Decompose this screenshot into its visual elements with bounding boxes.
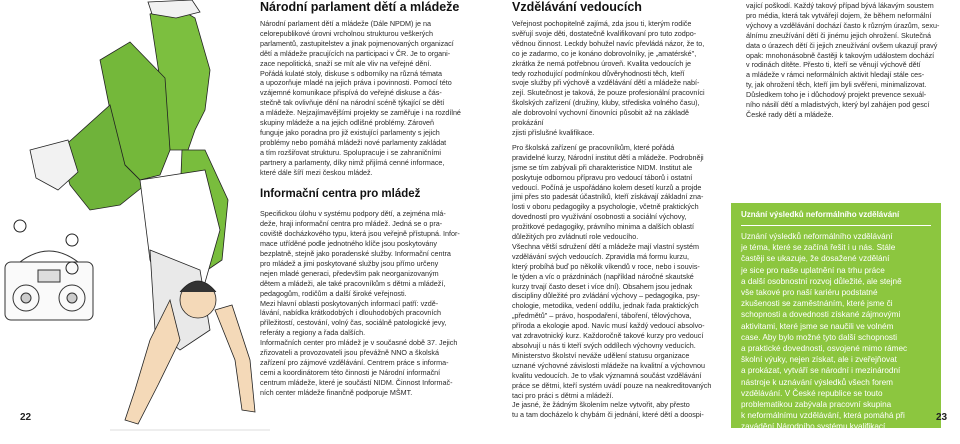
- page-title: Národní parlament dětí a mládeže: [260, 0, 460, 14]
- sidebar-box-body: Uznání výsledků neformálního vzdělávání je téma, které se začíná řešit i u nás. Stále častěji se ukazuje, že dosažené vzdělání je sice pro naše uplatnění na trhu práce a další osobnostní rozvoj důležité, ale stejně vše takové pro naší kariéru podstatné zkušenosti se zaměstnáním, které jsme či schopnosti a dovednosti získané zájmovými aktivitami, které jsme se naučili ve volném case. Aby bylo možné tyto další schopnosti a praktické dovednosti, osvojené mimo rámec školní výuky, nejen získat, ale i zveřejňovat a prokázat, vytváří se národní i mezinárodní nástroje k uznávání výsledků všech forem vzdělávání. V České republice se touto problematikou zabývala pracovní skupina k neformálnímu vzdělávání, která pomáhá při zavádění Národního systému kvalifikací.: [741, 232, 908, 432]
- paragraph: Specifickou úlohu v systému podpory dětí, a zejména mlá- deže, hraji informační centra pro mládež. Jedná se o pra- coviště docházkového typu, která jsou veřejně přístupná. Infor- mace utříděné podle jednotného klíče jsou poskytovány bezplatně, stejně jako poradenské služby. Informační centra pro mládež a jimi poskytované služby jsou přímo určeny nejen mladé generaci, především pak neorganizovaným dětem a mládeži, ale také pracovníkům s dětmi a mládeží, pedagogům, rodičům a další široké veřejnosti. Mezi hlavní oblasti poskytovaných informací patří: vzdě- lávání, nabídka krátkodobých i dlouhodobých pracovních příležitostí, cestování, volný čas, sociálně patologické jevy, referáty a regiony a řada dalších. Informačních center pro mládež je v současné době 37. Jejich zřizovateli a provozovateli jsou převážně NNO a školská zařízení pro zájmové vzdělávání. Centrem práce s informa- cemi a koordinátorem této činnosti je Národní informační centrum mládeže, které je součástí NIDM. Činnost Informač- ních center mládeže finančně podporuje MŠMT.: [260, 209, 460, 397]
- divider: [741, 225, 931, 226]
- right-text-column: [746, 1, 946, 125]
- page-number-left: 22: [20, 412, 32, 423]
- section-heading: Informační centra pro mládež: [260, 187, 421, 200]
- paragraph: Pro školská zařízení ge pracovníkům, které pořádá pravidelné kurzy, Národní institut dětí a mládeže. Podrobněji jsme se tím zabývali při charakteristice NIDM. Institut ale poskytuje odbornou přípravu pro vedoucí táborů i ostatní vedoucí. Počíná je uspořádáno kolem desetí kurzů a projde jimi přes sto padesát účastníků, kteří získávají základní zna- losti v oboru pedagogiky a psychologie, včetně praktických dovedností pro využívání osobnosti a sociální výchovy, prožitkové pedagogiky, právního minima a dalších oblastí důležitých pro zvládnutí role vedoucího. Všechna větší sdružení dětí a mládeže mají vlastní systém vzdělávání svých vedoucích. Zpravidla má formu kurzu, který probíhá buď po několik víkendů v roce, nebo i souvis- le týden a víc o prázdninách (například náročné skautské kurzy trvají často deset i více dní). Obsahem jsou jednak discipliny důležité pro zvládání výchovy – pedagogika, psy- chologie, metodika, vedení oddílu, jednak řada praktických „předmětů" – právo, hospodaření, táboření, tělovýchova, přírodа a ekologie apod. Navíc musí každý vedoucí absolvo- vat zdravotnický kurz. Každoročně takové kurzy pro vedoucí absolvují u nás ti kteří svých oddílech výchovny veducích. Ministerstvo školství neváže udělení statusu organizace uznané výchovné závislosti mládeže na kvalitní a výchovnou kvalitu vedoucích. Je to však významná součást vzdělávání práce se dětmi, kteří systém uvádí pouze na neakreditovaných taci pro práci s dětmi a mládeží. Je jasné, že žádným školením nelze vytvořit, aby přesto tu a tam docházelo k chybám či jednání, které dětí a doospi-: [512, 142, 712, 420]
- torso-illustration: [140, 170, 220, 350]
- section-title: Vzdělávání vedoucích: [512, 0, 642, 14]
- left-text-column: [260, 19, 488, 403]
- middle-text-column: [512, 19, 720, 425]
- paragraph: vající poškodí. Každý takový případ bývá lákavým soustem pro média, která tak vytvářejí dojem, že během neformální výchovy a vzdělávání dochází často k různým úrazům, sexu- álnímu zneužívání dětí či jinému jejich ohrožení. Skutečná data o úrazech dětí či jejich zneužívání ovšem ukazují pravý opak: mnohonásobně častěji k takovým událostem dochází v rodinách dítěte. Přesto ti, kteří se věnují výchově dětí a mládeže v rámci neformálních aktivit hledají stále ces- ty, jak ohrožení těch, kteří jim byli svěřeni, minimalizovat. Důsledkem toho je i důchodový projekt prevence sexuál- ního násilí dětí a mladistvých, který byl zahájen pod gescí České rady dětí a mládeže.: [746, 1, 940, 119]
- paragraph: Národní parlament dětí a mládeže (Dále NPDM) je na celorepublikové úrovni vrcholnou strukturou veškerých parlamentů, zastupitelstev a jinak pojmenovaných organizací dětí a mládeže pracujících na participaci v ČR. Je to organi- zace nepolitická, snaží se mít ale vliv na veřejné dění. Pořádá kulaté stoly, diskuse s odborníky na různá témata a upozorňuje mladé na jejich práva i povinnosti. Pomocí této vzájemné komunikace přispívá do veřejné diskuse a čás- stečně tak ovlivňuje dění na národní scéně týkající se dětí a mládeže. Nejzajímavějšími projekty se zaměřuje i na rozdílné skupiny mládeže a na jejich odlišné problémy. Zároveň funguje jako poradna pro již existující parlamenty s jejich problémy nebo pomáhá mládeži nové parlamenty zakládat a tím rozšiřovat strukturu. Spolupracuje i se zahraničními partnery a parlamenty, díky nimž přijímá cenné informace, které dále šíří mezi českou mládež.: [260, 19, 461, 177]
- paragraph: Veřejnost pochopitelně zajímá, zda jsou ti, kterým rodiče svěřují svoje děti, dostatečně kvalifikovaní pro tuto zodpo- vědnou činnost. Leckdy bohužel navíc převládá názor, že to, co je zadarmo, co je konáno dobrovolníky, je „amatérské", zkrátka že nemá potřebnou úroveň. Kvalita vedoucích je tedy rozhodující podmínkou důvěryhodnosti těch, kteří svoje služby při výchově a vzdělávání dětí a mládeže nabí- zejí. Skutečnost je taková, že pouze profesionální pracovníci školských zařízení (družiny, kluby, střediska volného času), ale dobrovolní vychovní činovníci působit až na základě prokázání zjisti příslušné kvalifikace.: [512, 19, 705, 137]
- breakdancer-figure-icon: [0, 0, 270, 444]
- sidebar-box-title: Uznání výsledků neformálního vzdělávání: [741, 210, 900, 219]
- sidebar-box: [731, 203, 941, 432]
- page-number-right: 23: [936, 412, 948, 423]
- boombox-icon: [5, 251, 93, 320]
